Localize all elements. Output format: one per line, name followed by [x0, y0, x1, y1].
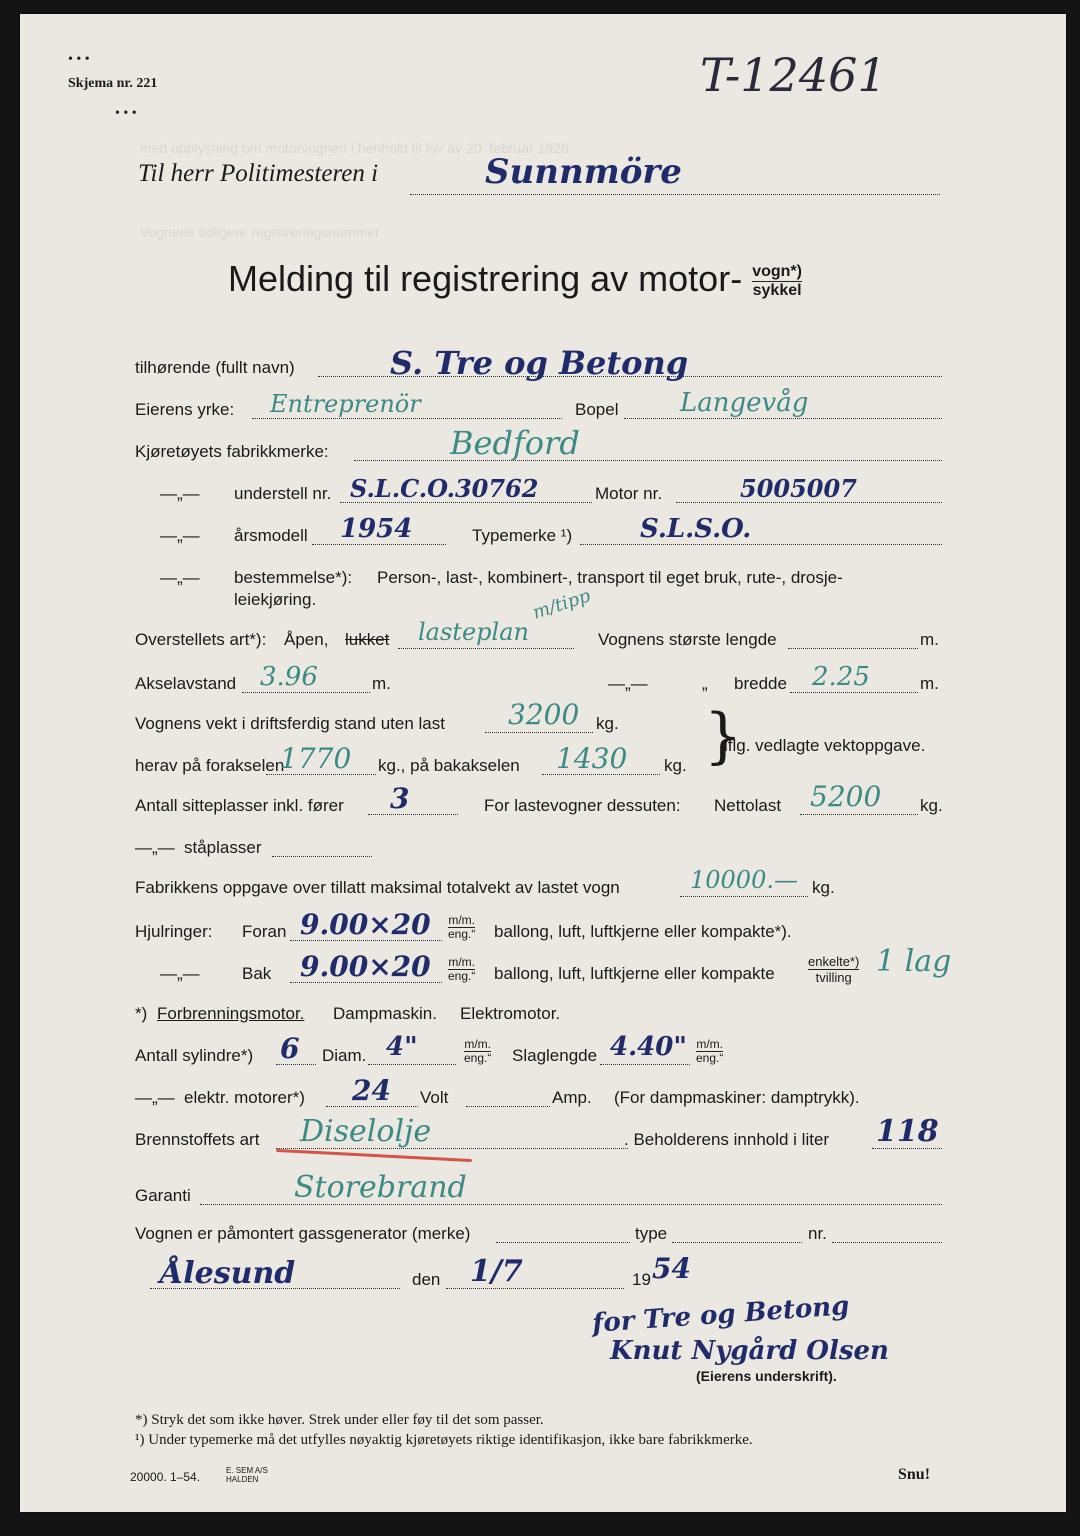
to-line: Til herr Politimesteren i — [138, 160, 379, 187]
maxweight-value: 10000.— — [690, 866, 798, 894]
gas-nr-line — [832, 1242, 942, 1243]
weight-brace: } — [704, 701, 743, 771]
tank-label: . Beholderens innhold i liter — [624, 1130, 830, 1149]
motor-label: Motor nr. — [595, 484, 663, 503]
weight-value: 3200 — [508, 698, 580, 731]
rear-axle-unit: kg. — [664, 756, 687, 775]
year-label: årsmodell — [234, 526, 308, 545]
payload-label: Nettolast — [714, 796, 782, 815]
front-axle-label: herav på forakselen — [135, 756, 285, 775]
chassis-value: S.L.C.O.30762 — [350, 474, 539, 503]
unit-eng: eng.“ — [448, 969, 476, 983]
width-line — [790, 692, 918, 693]
make-line — [354, 460, 942, 461]
seats-line — [368, 814, 458, 815]
unit-mm: m/m. — [464, 1037, 492, 1051]
purpose-label: bestemmelse*): — [234, 568, 353, 587]
to-district-line — [410, 194, 940, 195]
cyl-label: Antall sylindre*) — [135, 1046, 254, 1065]
engine-type-prefix: *) — [135, 1004, 148, 1023]
width-value: 2.25 — [812, 662, 870, 692]
bleed-through-text: med opplysning om motorvognen i henhold til lov av 20. februar 1926 — [140, 140, 569, 156]
type-line — [580, 544, 942, 545]
owner-label: tilhørende (fullt navn) — [135, 358, 295, 377]
maxweight-line — [680, 896, 808, 897]
form-title-main: Melding til registrering av motor- — [228, 258, 743, 299]
payload-value: 5200 — [810, 780, 882, 813]
diam-label: Diam. — [322, 1046, 367, 1065]
body-note: m/tipp — [530, 585, 593, 624]
stroke-value: 4.40" — [610, 1032, 687, 1062]
body-label: Overstellets art*): — [135, 630, 267, 649]
signature-caption: (Eierens underskrift). — [696, 1368, 837, 1384]
printer-line-2: HALDEN — [226, 1475, 259, 1484]
form-sheet — [20, 14, 1066, 1512]
volt-label: Volt — [420, 1088, 449, 1107]
footnote-2: ¹) Under typemerke må det utfylles nøyaktig kjøretøyets riktige identifikasjon, ikke bare fabrikkmerke. — [135, 1432, 753, 1448]
stroke-unit — [696, 1038, 723, 1065]
axle-label: Akselavstand — [135, 674, 237, 693]
purpose-options: Person-, last-, kombinert-, transport til eget bruk, rute-, drosje- — [377, 568, 843, 587]
diam-unit — [464, 1038, 491, 1065]
ditto-mark-1: —„— — [160, 484, 200, 503]
unit-eng: eng.“ — [696, 1051, 724, 1065]
insurance-value: Storebrand — [294, 1170, 467, 1205]
stroke-label: Slaglengde — [512, 1046, 598, 1065]
cyl-value: 6 — [280, 1032, 300, 1065]
front-axle-value: 1770 — [280, 742, 352, 775]
year-prefix: 19 — [632, 1270, 651, 1289]
front-tire-types: ballong, luft, luftkjerne eller kompakte*). — [494, 922, 792, 941]
truck-label: For lastevogner dessuten: — [484, 796, 681, 815]
width-ditto: „ — [702, 674, 708, 693]
rear-axle-label: kg., på bakakselen — [378, 756, 520, 775]
diam-value: 4" — [386, 1032, 418, 1062]
fuel-label: Brennstoffets art — [135, 1130, 260, 1149]
year-line — [312, 544, 446, 545]
ditto-mark-4: —„— — [608, 674, 648, 693]
to-district: Sunnmöre — [485, 152, 682, 192]
length-line — [788, 648, 918, 649]
length-unit: m. — [920, 630, 939, 649]
maxweight-label: Fabrikkens oppgave over tillatt maksimal totalvekt av lastet vogn — [135, 878, 620, 897]
body-line — [398, 648, 574, 649]
type-value: S.L.S.O. — [640, 514, 752, 544]
residence-label: Bopel — [575, 400, 619, 419]
body-closed: lukket — [345, 630, 390, 649]
punch-marks: • • • — [68, 52, 90, 67]
place-value: Ålesund — [160, 1256, 296, 1291]
rear-tire-value: 9.00×20 — [300, 950, 431, 983]
twin-note: 1 lag — [876, 944, 952, 979]
print-info: 20000. 1–54. — [130, 1470, 201, 1484]
front-tire-label: Foran — [242, 922, 287, 941]
engine-type-combustion: Forbrenningsmotor. — [157, 1004, 305, 1023]
fuel-underline-mark — [276, 1149, 472, 1162]
gas-line — [496, 1242, 630, 1243]
rear-tire-label: Bak — [242, 964, 272, 983]
axle-unit: m. — [372, 674, 391, 693]
unit-eng: eng.“ — [448, 927, 476, 941]
diam-line — [368, 1064, 456, 1065]
front-tire-unit — [448, 914, 475, 941]
rear-tire-unit — [448, 956, 475, 983]
title-fraction — [752, 263, 802, 300]
bleed-through-text-2: Vognens tidligere registreringsnummer — [140, 224, 380, 240]
volt-line — [466, 1106, 550, 1107]
tire-mount-options — [808, 954, 859, 985]
maxweight-unit: kg. — [812, 878, 835, 897]
electric-value: 24 — [352, 1074, 391, 1107]
unit-eng: eng.“ — [464, 1051, 492, 1065]
gas-label: Vognen er påmontert gassgenerator (merke) — [135, 1224, 471, 1243]
standing-label: ståplasser — [184, 838, 262, 857]
amp-label: Amp. — [552, 1088, 592, 1107]
unit-mm: m/m. — [696, 1037, 724, 1051]
body-open: Åpen, — [284, 630, 329, 649]
fuel-value: Diselolje — [300, 1114, 432, 1149]
weight-note: iflg. vedlagte vektoppgave. — [724, 736, 926, 755]
engine-type-electric: Elektromotor. — [460, 1004, 561, 1023]
owner-value: S. Tre og Betong — [390, 344, 689, 382]
ditto-mark-3: —„— — [160, 568, 200, 587]
occupation-value: Entreprenör — [270, 390, 421, 418]
form-title — [228, 258, 802, 300]
residence-line — [624, 418, 942, 419]
residence-value: Langevåg — [680, 388, 809, 418]
tires-label: Hjulringer: — [135, 922, 213, 941]
weight-line — [485, 732, 593, 733]
ditto-mark-5: —„— — [135, 838, 175, 857]
date-label: den — [412, 1270, 441, 1289]
width-unit: m. — [920, 674, 939, 693]
punch-marks-lower: • • • — [115, 106, 137, 121]
signature-line-2: Knut Nygård Olsen — [610, 1336, 889, 1366]
insurance-label: Garanti — [135, 1186, 191, 1205]
gas-type-label: type — [635, 1224, 668, 1243]
signature-line-1: for Tre og Betong — [591, 1291, 851, 1339]
occupation-line — [252, 418, 562, 419]
turn-page-note: Snu! — [898, 1466, 931, 1483]
year-suffix: 54 — [652, 1252, 691, 1285]
stroke-line — [600, 1064, 690, 1065]
tank-value: 118 — [876, 1114, 939, 1149]
payload-line — [800, 814, 918, 815]
unit-mm: m/m. — [448, 955, 476, 969]
rear-tire-types: ballong, luft, luftkjerne eller kompakte — [494, 964, 775, 983]
weight-unit: kg. — [596, 714, 619, 733]
year-value: 1954 — [340, 514, 413, 544]
length-label: Vognens største lengde — [598, 630, 777, 649]
unit-mm: m/m. — [448, 913, 476, 927]
payload-unit: kg. — [920, 796, 943, 815]
engine-type-steam: Dampmaskin. — [333, 1004, 437, 1023]
ditto-mark-7: —„— — [135, 1088, 175, 1107]
seats-label: Antall sitteplasser inkl. fører — [135, 796, 344, 815]
printer-name — [226, 1466, 268, 1484]
occupation-label: Eierens yrke: — [135, 400, 235, 419]
gas-nr-label: nr. — [808, 1224, 827, 1243]
seats-value: 3 — [390, 782, 410, 815]
width-label: bredde — [734, 674, 787, 693]
title-opt-vogn: vogn*) — [752, 262, 802, 280]
ditto-mark-2: —„— — [160, 526, 200, 545]
schema-number: Skjema nr. 221 — [68, 76, 158, 91]
motor-value: 5005007 — [740, 474, 857, 503]
axle-line — [242, 692, 370, 693]
body-value: lasteplan — [418, 618, 529, 646]
chassis-label: understell nr. — [234, 484, 332, 503]
steam-note: (For dampmaskiner: damptrykk). — [614, 1088, 860, 1107]
twin-option: tvilling — [815, 970, 852, 985]
single-option: enkelte*) — [808, 954, 860, 969]
title-opt-sykkel: sykkel — [752, 281, 802, 299]
ditto-mark-6: —„— — [160, 964, 200, 983]
make-value: Bedford — [450, 424, 580, 462]
date-value: 1/7 — [470, 1254, 523, 1289]
type-label: Typemerke ¹) — [472, 526, 573, 545]
rear-axle-value: 1430 — [556, 742, 628, 775]
gas-type-line — [672, 1242, 802, 1243]
document-number: T-12461 — [700, 48, 887, 102]
footnote-1: *) Stryk det som ikke høver. Strek under eller føy til det som passer. — [135, 1412, 544, 1428]
make-label: Kjøretøyets fabrikkmerke: — [135, 442, 329, 461]
electric-label: elektr. motorer*) — [184, 1088, 305, 1107]
standing-line — [272, 856, 372, 857]
printer-line-1: E. SEM A/S — [226, 1466, 268, 1475]
weight-label: Vognens vekt i driftsferdig stand uten last — [135, 714, 445, 733]
front-tire-value: 9.00×20 — [300, 908, 431, 941]
purpose-options-2: leiekjøring. — [234, 590, 317, 609]
axle-value: 3.96 — [260, 662, 318, 692]
